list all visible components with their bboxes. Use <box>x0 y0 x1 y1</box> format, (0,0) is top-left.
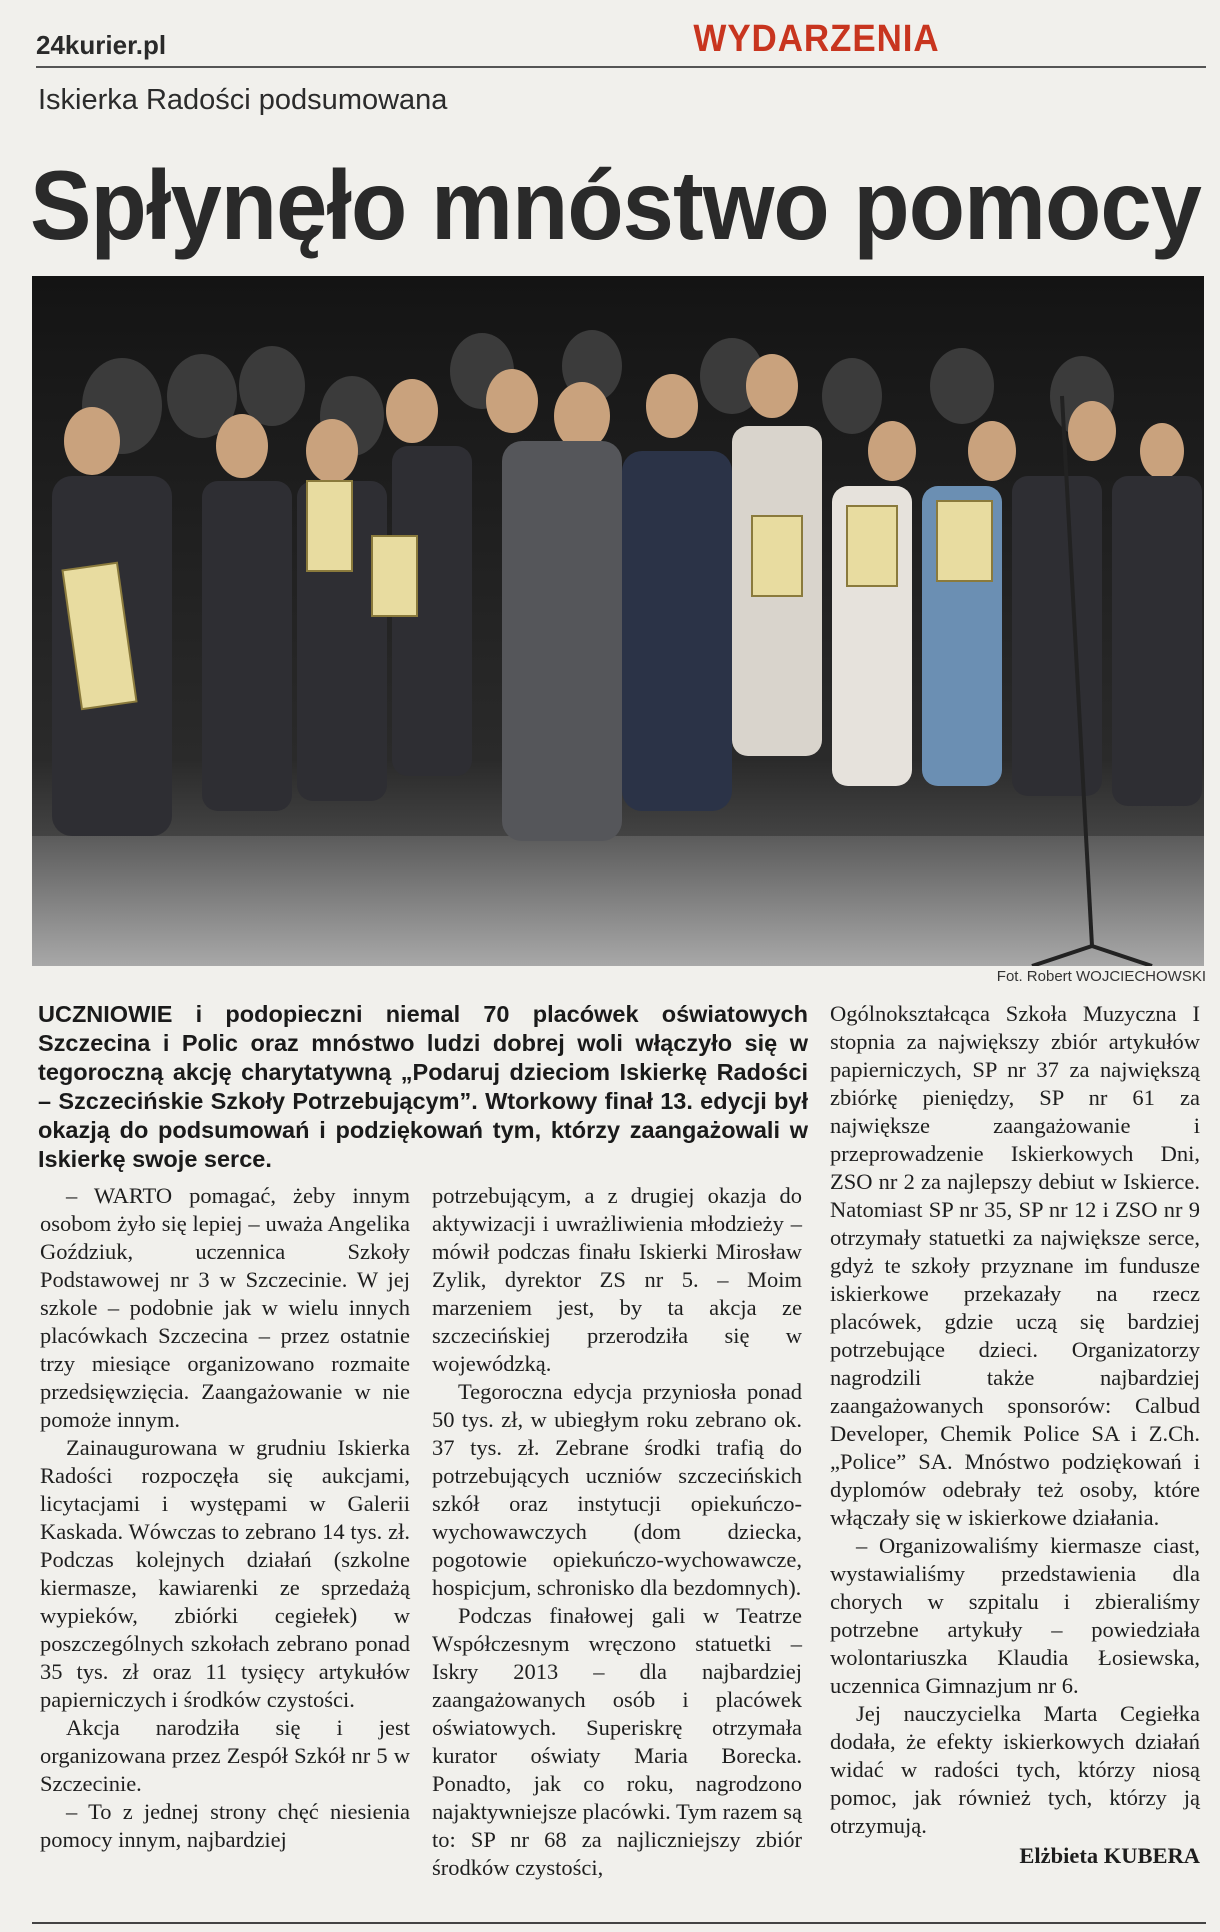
paragraph: Ogólnokształcąca Szkoła Muzyczna I stopnia za największy zbiór artykułów papierniczych, SP nr 37 za największą zbiórkę pieniędzy, SP nr 61 za największe zaangażowanie i przeprowadzenie Iskierkowych Dni, ZSO nr 2 za najlepszy debiut w Iskierce. Natomiast SP nr 35, SP nr 12 i ZSO nr 9 otrzymały statuetki za największe serce, gdyż te szkoły przyznane im fundusze iskierkowe przekazały na rzecz placówek, gdzie uczą się bardziej potrzebujące dzieci. Organizatorzy nagrodzili także najbardziej zaangażowanych sponsorów: Calbud Developer, Chemik Police SA i Z.Ch. „Police” SA. Mnóstwo podziękowań i dyplomów odebrały też osoby, które włączały się w iskierkowe działania. <box>830 1001 1200 1530</box>
paragraph: Tegoroczna edycja przyniosła ponad 50 tys. zł, w ubiegłym roku zebrano ok. 37 tys. zł. Zebrane środki trafią do potrzebujących uczniów szczecińskich szkół oraz instytucji opiekuńczo-wychowawczych (dom dziecka, pogotowie opiekuńczo-wychowawcze, hospicjum, schronisko dla bezdomnych). <box>432 1379 802 1600</box>
bottom-rule <box>32 1922 1206 1924</box>
text-column-3 <box>830 1000 1200 1870</box>
site-name: 24kurier.pl <box>36 30 167 60</box>
paragraph: Podczas finałowej gali w Teatrze Współczesnym wręczono statuetki – Iskry 2013 – dla najbardziej zaangażowanych osób i placówek oświatowych. Superiskrę otrzymała kurator oświaty Maria Borecka. Ponadto, jak co roku, nagrodzono najaktywniejsze placówki. Tym razem są to: SP nr 68 za najliczniejszy zbiór środków czystości, <box>432 1603 802 1880</box>
text-column-1 <box>40 1182 410 1854</box>
photo-credit: Fot. Robert WOJCIECHOWSKI <box>996 968 1206 985</box>
article-headline: Spłynęło mnóstwo pomocy <box>30 150 1201 260</box>
article-photo <box>32 276 1204 966</box>
article-kicker: Iskierka Radości podsumowana <box>38 84 448 116</box>
paragraph: potrzebującym, a z drugiej okazja do aktywizacji i uwrażliwienia młodzieży – mówił podczas finału Iskierki Mirosław Zylik, dyrektor ZS nr 5. – Moim marzeniem jest, by ta akcja ze szczecińskiej przerodziła się w wojewódzką. <box>432 1183 802 1376</box>
paragraph: Akcja narodziła się i jest organizowana przez Zespół Szkół nr 5 w Szczecinie. <box>40 1715 410 1796</box>
paragraph: – Organizowaliśmy kiermasze ciast, wystawialiśmy przedstawienia dla chorych w szpitalu i zbieraliśmy potrzebne artykuły – powiedziała wolontariuszka Klaudia Łosiewska, uczennica Gimnazjum nr 6. <box>830 1533 1200 1698</box>
header-rule <box>36 66 1206 68</box>
author-signature: Elżbieta KUBERA <box>1019 1843 1200 1868</box>
section-label: WYDARZENIA <box>693 18 940 60</box>
paragraph: Jej nauczycielka Marta Cegiełka dodała, że efekty iskierkowych działań widać w radości tych, którzy niosą pomoc, jak również tych, którzy ją otrzymują. <box>830 1701 1200 1838</box>
group-photo-illustration <box>32 276 1204 966</box>
text-column-2 <box>432 1182 802 1882</box>
paragraph: – To z jednej strony chęć niesienia pomocy innym, najbardziej <box>40 1799 410 1852</box>
article-lead: UCZNIOWIE i podopieczni niemal 70 placówek oświatowych Szczecina i Polic oraz mnóstwo ludzi dobrej woli włączyło się w tegoroczną akcję charytatywną „Podaruj dzieciom Iskierkę Radości – Szczecińskie Szkoły Potrzebującym”. Wtorkowy finał 13. edycji był okazją do podsumowań i podziękowań tym, którzy zaangażowali w Iskierkę swoje serce. <box>38 1001 808 1172</box>
paragraph: Zainaugurowana w grudniu Iskierka Radości rozpoczęła się aukcjami, licytacjami i występami w Galerii Kaskada. Wówczas to zebrano 14 tys. zł. Podczas kolejnych działań (szkolne kiermasze, kawiarenki ze sprzedażą wypieków, zbiórki cegiełek) w poszczególnych szkołach zebrano ponad 35 tys. zł oraz 11 tysięcy artykułów papierniczych i środków czystości. <box>40 1435 410 1712</box>
paragraph: – WARTO pomagać, żeby innym osobom żyło się lepiej – uważa Angelika Goździuk, uczennica Szkoły Podstawowej nr 3 w Szczecinie. W jej szkole – podobnie jak w wielu innych placówkach Szczecina – przez ostatnie trzy miesiące organizowano rozmaite przedsięwzięcia. Zaangażowanie w nie pomoże innym. <box>40 1183 410 1432</box>
